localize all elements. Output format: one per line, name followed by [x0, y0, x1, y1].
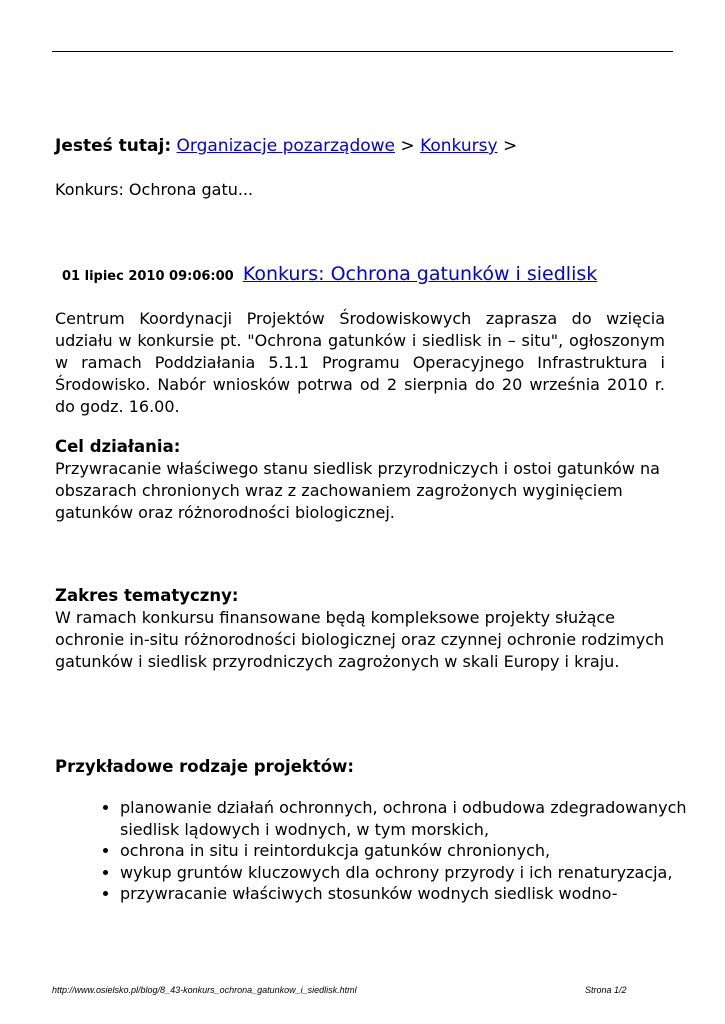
breadcrumb-separator: > [502, 136, 518, 156]
footer-url: http://www.osielsko.pl/blog/8_43-konkurs_ochrona_gatunkow_i_siedlisk.html [52, 985, 357, 995]
header-rule [52, 51, 673, 52]
project-types-list [95, 797, 700, 905]
section-heading-projekty: Przykładowe rodzaje projektów: [55, 757, 354, 776]
list-item: • ochrona in situ i reintordukcja gatunków chronionych, [120, 840, 700, 862]
list-item: • planowanie działań ochronnych, ochrona i odbudowa zdegradowanych siedlisk lądowych i wodnych, w tym morskich, [120, 797, 700, 840]
breadcrumb-current: Konkurs: Ochrona gatu... [55, 180, 254, 199]
section-text-cel: Przywracanie właściwego stanu siedlisk przyrodniczych i ostoi gatunków na obszarach chronionych wraz z zachowaniem zagrożonych wyginięciem gatunków oraz różnorodności biologicznej. [55, 459, 660, 522]
breadcrumb-label: Jesteś tutaj: [55, 136, 172, 156]
article-date: 01 lipiec 2010 09:06:00 [62, 269, 234, 284]
section-text-zakres: W ramach konkursu finansowane będą kompleksowe projekty służące ochronie in-situ różnorodności biologicznej oraz czynnej ochronie rodzimych gatunków i siedlisk przyrodniczych zagrożonych w skali Europy i kraju. [55, 608, 665, 671]
breadcrumb-link-konkursy[interactable]: Konkursy [420, 136, 498, 156]
article-title-link[interactable]: Konkurs: Ochrona gatunków i siedlisk [242, 263, 598, 285]
footer-page-number: Strona 1/2 [585, 985, 627, 995]
breadcrumb-separator: > [400, 136, 415, 156]
article-intro: Centrum Koordynacji Projektów Środowiskowych zaprasza do wzięcia udziału w konkursie pt. "Ochrona gatunków i siedlisk in – situ", ogłoszonym w ramach Poddziałania 5.1.1 Programu Operacyjnego Infrastruktura i Środowisko. Nabór wniosków potrwa od 2 sierpnia do 20 września 2010 r. do godz. 16.00. [55, 309, 665, 416]
breadcrumb [55, 135, 517, 157]
section-heading-zakres: Zakres tematyczny: [55, 586, 239, 605]
list-item: • wykup gruntów kluczowych dla ochrony przyrody i ich renaturyzacja, [120, 862, 700, 884]
section-heading-cel: Cel działania: [55, 437, 181, 456]
article-header [62, 263, 597, 285]
breadcrumb-link-organizacje[interactable]: Organizacje pozarządowe [176, 136, 395, 156]
list-item: • przywracanie właściwych stosunków wodnych siedlisk wodno- [120, 883, 700, 905]
